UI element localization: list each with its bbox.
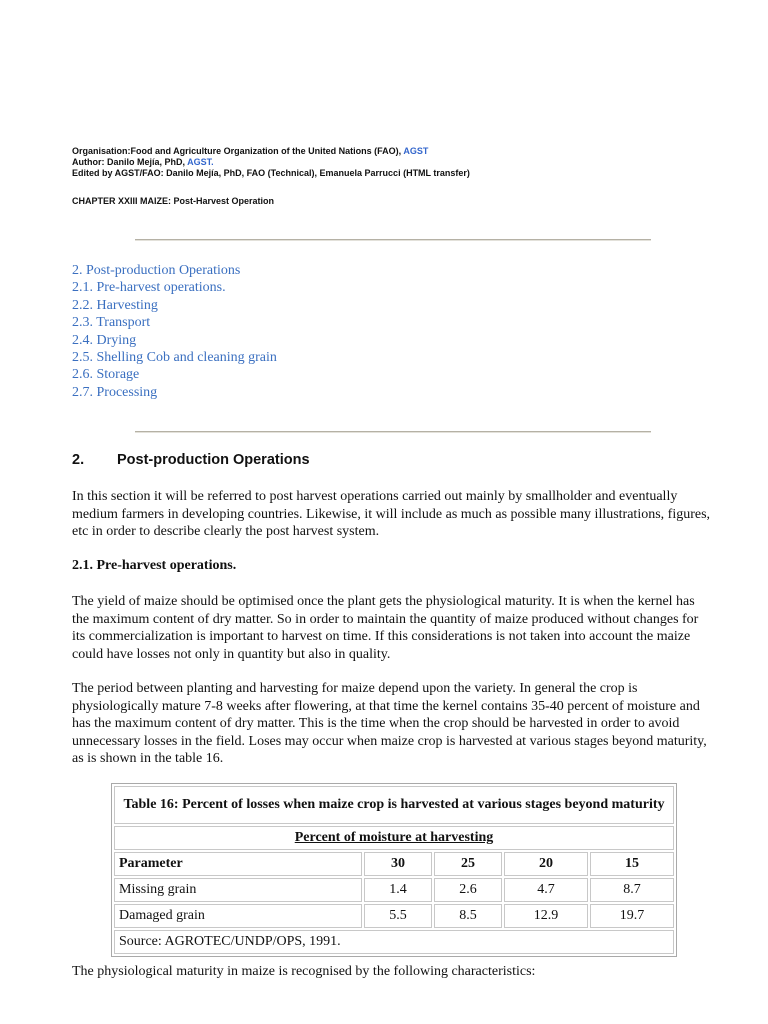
header-moisture-15: 15 [590, 852, 674, 876]
row-label: Missing grain [114, 878, 362, 902]
paragraph-maturity: The physiological maturity in maize is recognised by the following characteristics: [72, 964, 536, 979]
paragraph-period: The period between planting and harvesting for maize depend upon the variety. In general the crop is physiologically mature 7-8 weeks after flowering, at that time the kernel contains 35-40 percent of moisture and has the maximum content of dry matter. This is the time when the crop should be harvested in order to avoid unnecessary losses in the field. Loses may occur when maize crop is harvested at various stages beyond maturity, as is shown in the table 16. [72, 681, 707, 767]
losses-table [111, 783, 677, 957]
intro-paragraph: In this section it will be referred to post harvest operations carried out mainly by smallholder and eventually medium farmers in developing countries. Likewise, it will include as much as possible many illustrations, figures, etc in order to describe clearly the post harvest system. [72, 489, 711, 540]
table-source: Source: AGROTEC/UNDP/OPS, 1991. [114, 930, 674, 954]
toc-link-transport[interactable]: 2.3. Transport [72, 315, 151, 331]
table-row [114, 904, 674, 928]
toc-link-storage[interactable]: 2.6. Storage [72, 367, 140, 383]
toc-link-processing[interactable]: 2.7. Processing [72, 384, 158, 400]
cell-value: 8.7 [590, 878, 674, 902]
table-row [114, 878, 674, 902]
section-heading [72, 452, 310, 468]
organisation-line [72, 146, 428, 157]
table-caption: Table 16: Percent of losses when maize crop is harvested at various stages beyond maturity [114, 786, 674, 824]
cell-value: 2.6 [434, 878, 502, 902]
toc-link-drying[interactable]: 2.4. Drying [72, 332, 137, 348]
section-number: 2. [72, 452, 85, 468]
row-label: Damaged grain [114, 904, 362, 928]
toc-link-pre-harvest[interactable]: 2.1. Pre-harvest operations. [72, 280, 226, 296]
bottom-divider [135, 431, 651, 433]
toc-link-shelling[interactable]: 2.5. Shelling Cob and cleaning grain [72, 350, 277, 366]
cell-value: 1.4 [364, 878, 432, 902]
author-line [72, 157, 214, 168]
cell-value: 8.5 [434, 904, 502, 928]
header-moisture-30: 30 [364, 852, 432, 876]
header-parameter: Parameter [114, 852, 362, 876]
paragraph-yield: The yield of maize should be optimised once the plant gets the physiological maturity. It is when the kernel has the maximum content of dry matter. So in order to maintain the quantity of maize produced without changes for its commercialization is important to harvest on time. If this considerations is not taken into account the maize could have losses not only in quantity but also in quality. [72, 594, 699, 662]
table-caption-row [114, 786, 674, 824]
table-subcaption-row [114, 826, 674, 850]
header-moisture-20: 20 [504, 852, 588, 876]
chapter-title: CHAPTER XXIII MAIZE: Post-Harvest Operation [72, 196, 275, 206]
subsection-heading: 2.1. Pre-harvest operations. [72, 558, 237, 573]
author-agst-link[interactable]: AGST. [187, 157, 214, 167]
cell-value: 12.9 [504, 904, 588, 928]
agst-link[interactable]: AGST [403, 146, 429, 156]
table-source-row [114, 930, 674, 954]
author-label: Author: Danilo Mejía, PhD, [72, 157, 188, 167]
cell-value: 5.5 [364, 904, 432, 928]
organisation-label: Organisation: [72, 146, 131, 156]
cell-value: 4.7 [504, 878, 588, 902]
toc-link-post-production[interactable]: 2. Post-production Operations [72, 263, 241, 278]
section-title: Post-production Operations [117, 452, 310, 468]
table-header-row [114, 852, 674, 876]
toc-link-harvesting[interactable]: 2.2. Harvesting [72, 297, 158, 313]
header-moisture-25: 25 [434, 852, 502, 876]
cell-value: 19.7 [590, 904, 674, 928]
table-subcaption: Percent of moisture at harvesting [114, 826, 674, 850]
edited-line: Edited by AGST/FAO: Danilo Mejía, PhD, FAO (Technical), Emanuela Parrucci (HTML transfer) [72, 168, 470, 178]
organisation-name: Food and Agriculture Organization of the United Nations (FAO), [130, 146, 404, 156]
table-of-contents [72, 262, 277, 401]
top-divider [135, 239, 651, 241]
